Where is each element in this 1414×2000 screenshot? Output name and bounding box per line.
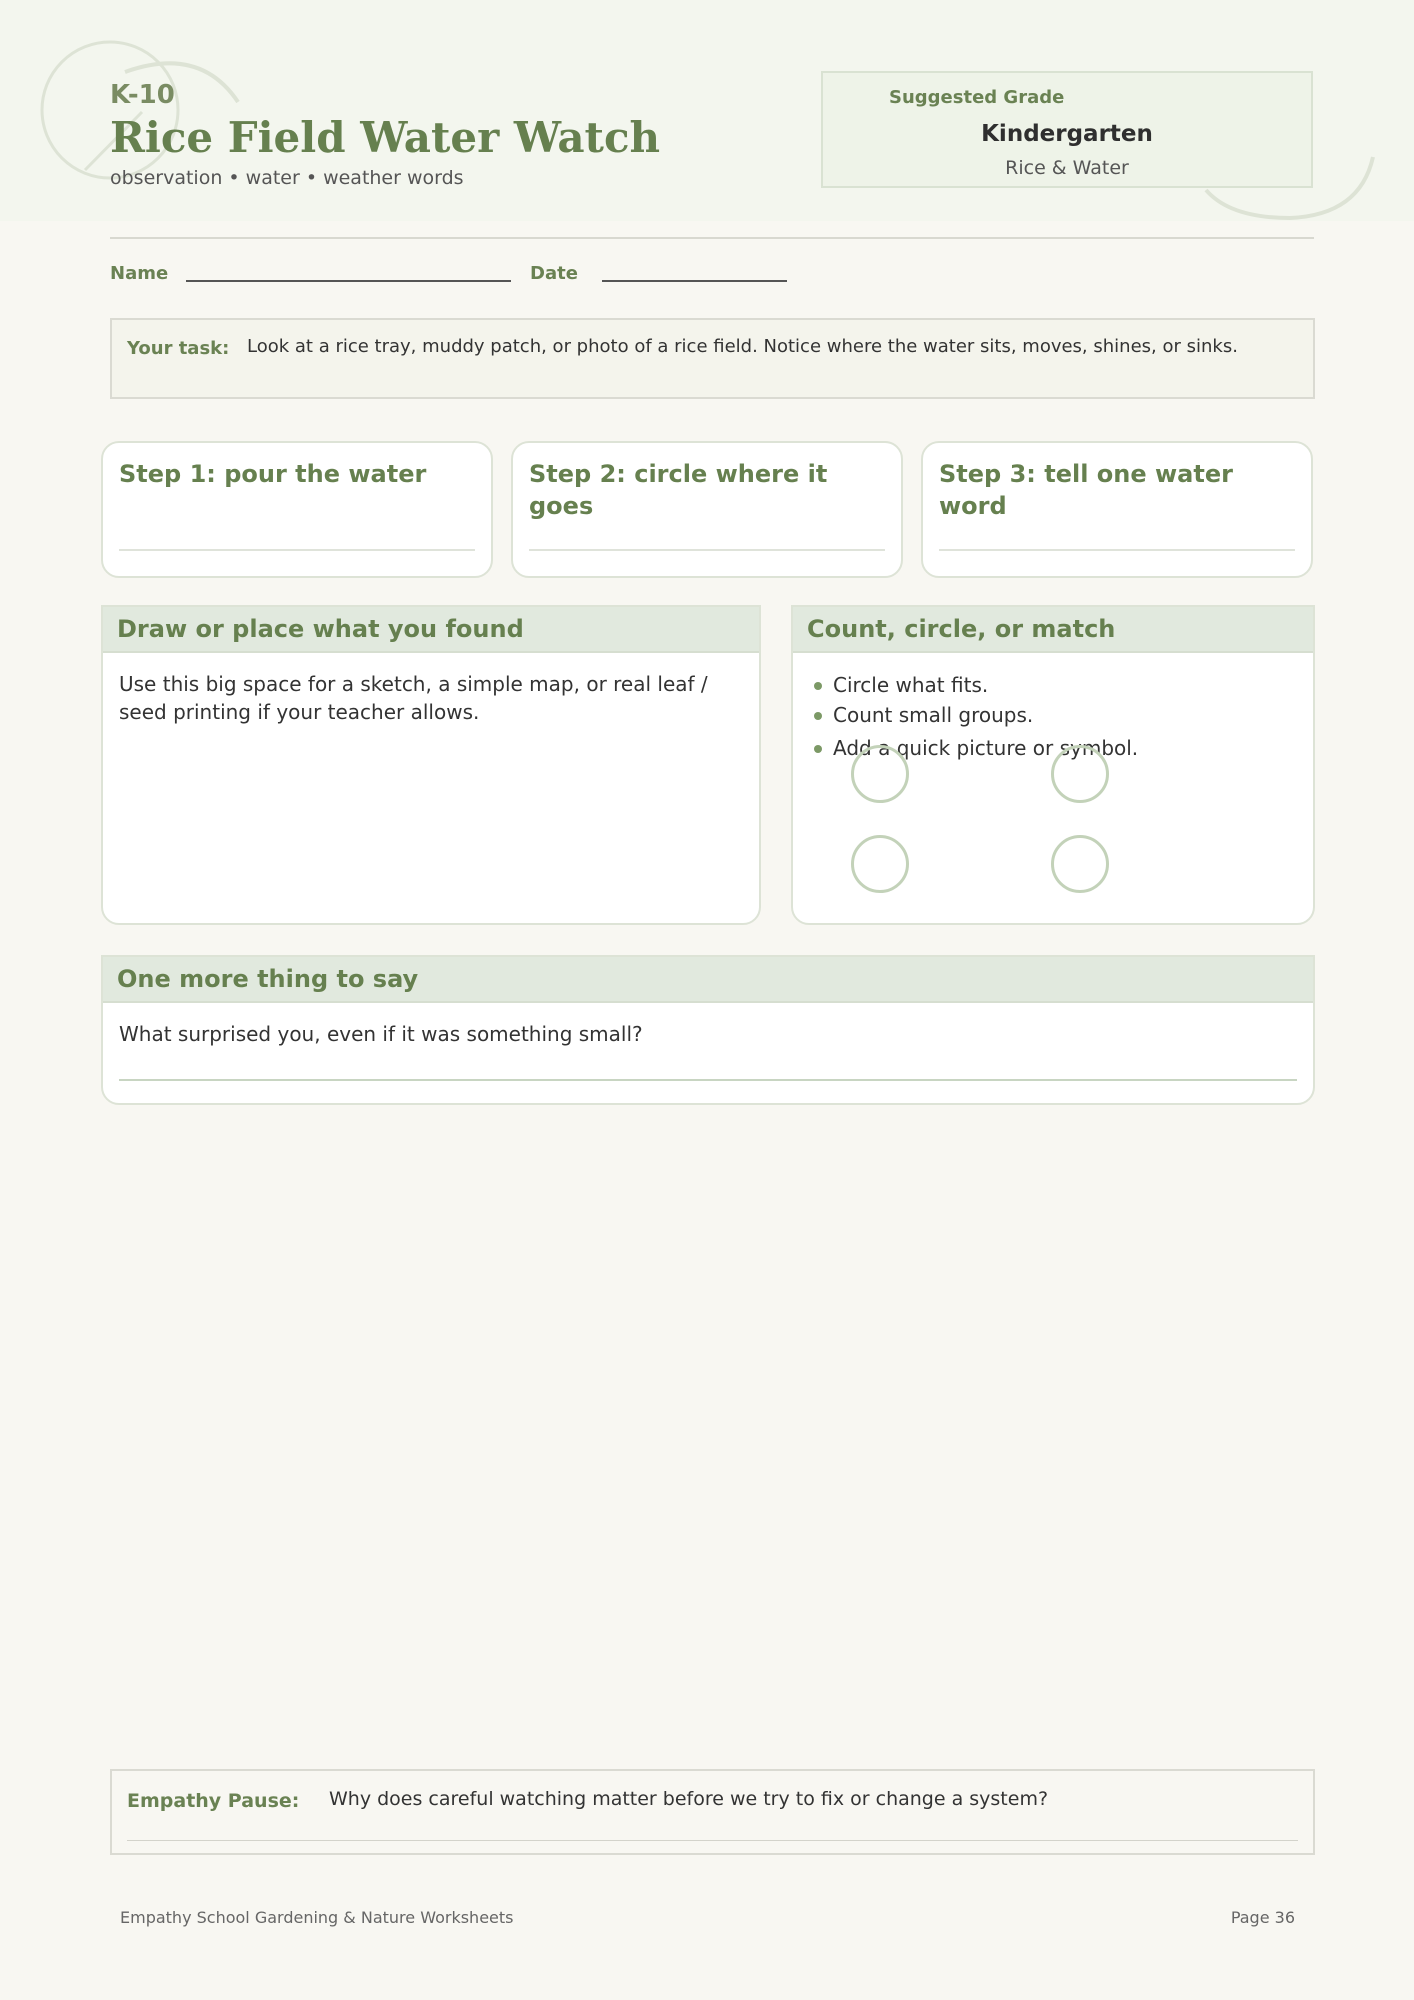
page-number: Page 36	[1230, 1908, 1295, 1927]
step-card-2	[511, 441, 903, 578]
footer-series: Empathy School Gardening & Nature Worksheets	[120, 1908, 514, 1927]
list-item: Circle what fits.	[813, 671, 1138, 701]
answer-circle[interactable]	[1051, 835, 1109, 893]
panel-header	[103, 607, 759, 653]
step-card-3	[921, 441, 1313, 578]
list-item: Count small groups.	[813, 701, 1138, 734]
list-item: Add a quick picture or symbol.	[813, 734, 1138, 764]
suggested-grade-box	[821, 71, 1313, 188]
panel-title: Draw or place what you found	[117, 615, 524, 643]
task-label: Your task:	[127, 338, 230, 359]
task-box	[110, 318, 1315, 399]
divider	[110, 237, 1314, 239]
page-title: Rice Field Water Watch	[110, 113, 661, 162]
grade-code: K-10	[110, 80, 175, 110]
step-answer-line[interactable]	[939, 549, 1295, 551]
step-answer-line[interactable]	[119, 549, 475, 551]
header-band	[0, 0, 1414, 221]
grade-label: Suggested Grade	[889, 87, 1065, 108]
step-answer-line[interactable]	[529, 549, 885, 551]
say-panel	[101, 955, 1315, 1105]
step-title: Step 1: pour the water	[119, 460, 427, 488]
step-card-1	[101, 441, 493, 578]
draw-instructions: Use this big space for a sketch, a simple map, or real leaf / seed printing if your teacher allows.	[119, 672, 708, 724]
step-title: Step 3: tell one water word	[939, 460, 1233, 520]
answer-circle[interactable]	[851, 835, 909, 893]
page-subtitle: observation • water • weather words	[110, 167, 464, 189]
draw-panel[interactable]	[101, 605, 761, 925]
empathy-pause-box	[110, 1769, 1315, 1855]
panel-header	[793, 607, 1313, 653]
grade-topic: Rice & Water	[1005, 157, 1129, 179]
empathy-label: Empathy Pause:	[127, 1790, 300, 1812]
grade-value: Kindergarten	[981, 121, 1153, 147]
panel-title: Count, circle, or match	[807, 615, 1116, 643]
step-title: Step 2: circle where it goes	[529, 460, 828, 520]
task-text: Look at a rice tray, muddy patch, or photo of a rice field. Notice where the water sits, moves, shines, or sinks.	[247, 336, 1238, 357]
panel-header	[103, 957, 1313, 1003]
say-prompt: What surprised you, even if it was something small?	[119, 1022, 643, 1046]
date-field[interactable]	[602, 280, 787, 282]
answer-circle[interactable]	[851, 745, 909, 803]
date-label: Date	[530, 263, 578, 284]
say-answer-line[interactable]	[119, 1079, 1297, 1081]
answer-circle[interactable]	[1051, 745, 1109, 803]
name-label: Name	[110, 263, 169, 284]
empathy-text: Why does careful watching matter before we try to fix or change a system?	[329, 1788, 1049, 1810]
name-field[interactable]	[186, 280, 511, 282]
empathy-answer-line[interactable]	[127, 1840, 1298, 1841]
count-panel	[791, 605, 1315, 925]
panel-title: One more thing to say	[117, 965, 419, 993]
